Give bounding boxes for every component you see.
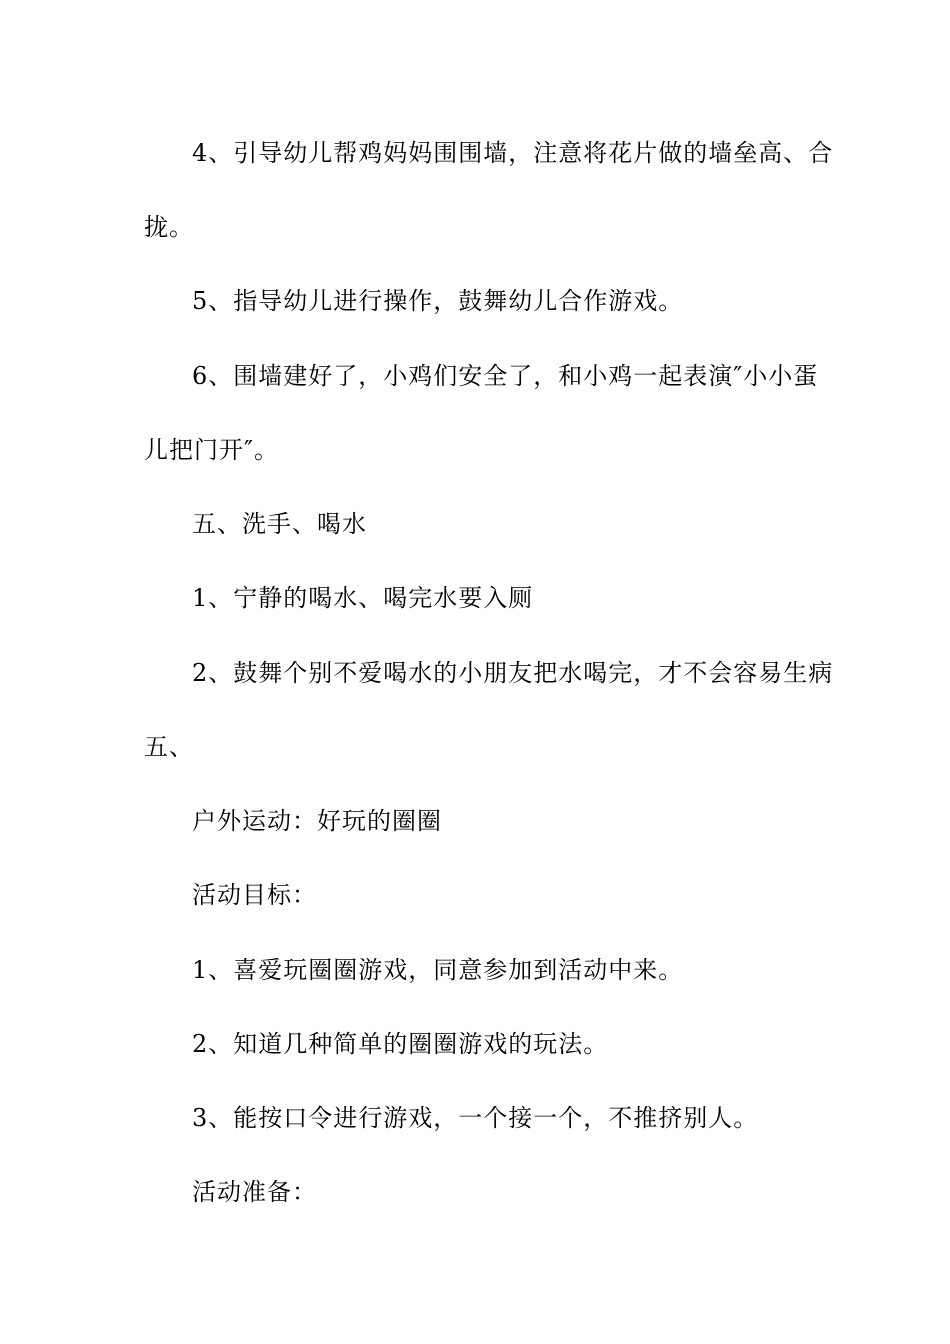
- section-heading: 五、: [144, 733, 194, 761]
- text-line: 1、喜爱玩圈圈游戏，同意参加到活动中来。: [192, 956, 684, 984]
- subheading: 活动准备：: [192, 1178, 317, 1206]
- text-line: 3、能按口令进行游戏，一个接一个，不推挤别人。: [192, 1104, 759, 1132]
- text-line: 1、宁静的喝水、喝完水要入厕: [192, 584, 534, 612]
- text-line: 2、知道几种简单的圈圈游戏的玩法。: [192, 1030, 609, 1058]
- text-line: 4、引导幼儿帮鸡妈妈围围墙，注意将花片做的墙垒高、合: [192, 139, 834, 167]
- text-line: 2、鼓舞个别不爱喝水的小朋友把水喝完，才不会容易生病: [192, 659, 834, 687]
- text-line: 5、指导幼儿进行操作，鼓舞幼儿合作游戏。: [192, 287, 684, 315]
- section-heading: 户外运动：好玩的圈圈: [192, 807, 442, 835]
- subheading: 活动目标：: [192, 881, 317, 909]
- section-heading: 五、洗手、喝水: [192, 510, 367, 538]
- text-line: 拢。: [144, 213, 194, 241]
- text-line: 6、围墙建好了，小鸡们安全了，和小鸡一起表演″小小蛋: [192, 362, 819, 390]
- text-line: 儿把门开″。: [144, 436, 279, 464]
